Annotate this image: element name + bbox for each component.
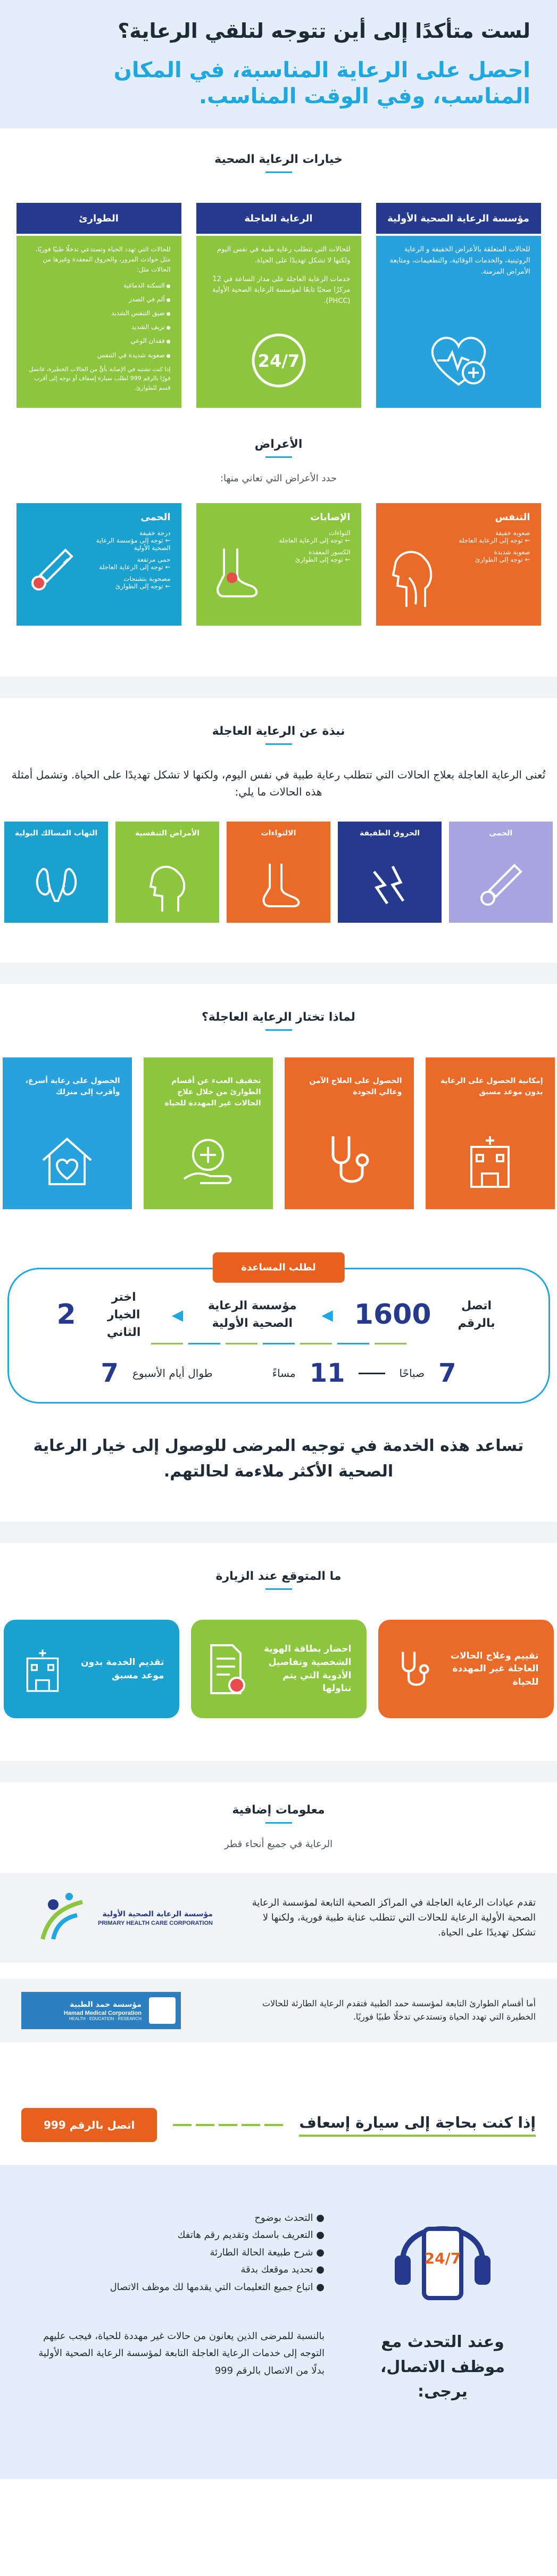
card-title: مؤسسة الرعاية الصحية الأولية [376,203,541,236]
condition-respiratory [115,822,219,923]
svg-text:24/7: 24/7 [257,351,300,372]
kidney-icon [32,861,80,911]
why-label: الحصول على رعاية أسرع، وأقرب إلى منزلك [25,1077,120,1096]
divider [9,1343,548,1344]
condition-sprains [227,822,330,923]
ambulance-title: إذا كنت بحاجة إلى سيارة إسعاف [299,2114,536,2137]
document-pills-icon [206,1643,248,1696]
symptom-level: صعوبة خفيفة [495,529,530,537]
hero-question: لست متأكدًا إلى أين تتوجه لتلقي الرعاية؟ [118,19,530,43]
symptom-direction: توجه إلى الطوارئ [115,583,163,590]
list-item: ● التحدث بوضوح [27,2210,325,2227]
building-icon [461,1131,519,1193]
ambulance-row [0,2101,557,2149]
symptom-direction: توجه إلى الرعاية العاجلة [279,537,343,544]
foot-icon [255,861,303,911]
why-title: لماذا تختار الرعاية العاجلة؟ [0,1011,557,1031]
condition-label: الحمى [489,829,513,838]
list-item: ● السكتة الدماغية [27,281,171,291]
symptoms-subtitle: حدد الأعراض التي تعاني منها: [220,473,337,484]
more-subtitle: الرعاية في جميع أنحاء قطر [224,1839,333,1850]
card-text-2: خدمات الرعاية العاجلة على مدار الساعة في 12 مركزًا صحيًا تابعًا لمؤسسة الرعاية الصحية الأولية (PHCC). [212,275,351,306]
why-label: الحصول على العلاج الآمن وعالي الجودة [309,1077,402,1096]
condition-uti [4,822,108,923]
why-no-appointment [426,1057,555,1209]
hours-to-label: مساءً [272,1367,296,1380]
choose-label: اختر الخيار الثاني [106,1290,141,1339]
phcc-text: تقدم عيادات الرعاية العاجلة في المراكز الصحية التابعة لمؤسسة الرعاية الصحية الأولية الرعاية للحالات التي تتطلب عناية طبية فورية، ولكنها لا تشكل تهديدًا على الحياة. [252,1897,536,1938]
symptom-level: الكسور المعقدة [308,548,351,556]
phone-headset-icon [381,2197,504,2314]
burn-icon [366,861,414,911]
phcc-name-en: PRIMARY HEALTH CARE CORPORATION [98,1919,213,1926]
hours-from-label: صباحًا [399,1367,425,1380]
list-item: ● فقدان الوعي [27,336,171,346]
expect-label: تقييم وعلاج الحالات العاجلة غير المهددة للحياة [450,1650,539,1687]
days-number: 7 [101,1358,119,1388]
hmc-logo [21,1992,181,2029]
expect-title: ما المتوقع عند الزيارة [0,1570,557,1590]
clock-24-icon [250,331,308,394]
stethoscope-icon [393,1645,436,1693]
symptoms-title: الأعراض [0,438,557,458]
hmc-tagline: HEALTH · EDUCATION · RESEARCH [69,2016,142,2022]
list-item: ● ضيق التنفس الشديد [27,308,171,318]
list-item: ● تحديد موقعك بدقة [27,2261,325,2278]
symptom-direction: توجه إلى الرعاية العاجلة [459,537,523,544]
heart-plus-icon [427,331,491,394]
symptom-level: حمى مرتفعة [137,556,171,563]
why-closer [3,1057,132,1209]
list-item: ● ألم في الصدر [27,294,171,305]
foot-injury-icon [208,546,261,601]
card-title: الرعاية العاجلة [196,203,361,236]
svg-text:24/7: 24/7 [424,2250,461,2267]
card-text: للحالات المتعلقة بالأعراض الخفيفة و الرعاية الروتينية، والخدمات الوقائية، والتطعيمات، ومتابعة الأمراض المزمنة. [389,245,530,276]
why-quality [285,1057,414,1209]
card-primary-care[interactable] [376,203,541,408]
symptom-level: التواءات [329,529,351,537]
condition-label: الأمراض التنفسية [135,829,200,838]
phcc-info [0,1873,557,1963]
condition-label: التهاب المسالك البولية [14,829,98,838]
symptom-title: الحمى [140,512,171,523]
why-label: تخفيف العبء عن أقسام الطوارئ من خلال علاج الحالات غير المهددة للحياة [164,1077,261,1107]
hospital-icon [19,1645,66,1693]
phcc-name: مؤسسة الرعاية الصحية الأولية [102,1910,213,1919]
final-note: بالنسبة للمرضى الذين يعانون من حالات غير مهددة للحياة، فيجب عليهم التوجه إلى خدمات الرعاية العاجلة التابعة لمؤسسة الرعاية الصحية الأولية بدلًا من الاتصال بالرقم 999 [38,2330,325,2376]
contact-steps [9,1290,548,1339]
head-icon [146,861,189,916]
arrow-icon: ◀ [171,1306,184,1324]
org-label: مؤسسة الرعاية الصحية الأولية [207,1299,297,1330]
option-number: 2 [56,1299,76,1331]
symptom-direction: توجه إلى مؤسسة الرعاية الصحية الأولية [96,537,171,552]
list-item: ● اتباع جميع التعليمات التي يقدمها لك موظف الاتصال [27,2279,325,2296]
card-text: للحالات التي تهدد الحياة وتستدعي تدخلًا طبيًا فوريًا، مثل حوادث المرور، والحروق المعقدة وغيرها من الحالات مثل: [36,245,171,274]
hmc-info [0,1979,557,2042]
card-title: الطوارئ [16,203,181,236]
list-item: ● التعريف باسمك وتقديم رقم هاتفك [27,2227,325,2244]
options-title: خيارات الرعاية الصحية [0,153,557,173]
hmc-name-en: Hamad Medical Corporation [63,2010,142,2017]
symptom-direction: توجه إلى الطوارئ [295,556,343,563]
home-heart-icon [38,1131,96,1193]
call-999-button[interactable]: اتصل بالرقم 999 [21,2108,157,2142]
expect-id-card [191,1620,367,1718]
why-relieve-er [144,1057,273,1209]
head-lungs-icon [388,546,436,612]
symptom-direction: توجه إلى الطوارئ [475,556,523,563]
hmc-text: أما أقسام الطوارئ التابعة لمؤسسة حمد الطبية فتقدم الرعاية الطارئة للحالات الخطيرة التي تهدد الحياة وتستدعي تدخلًا طبيًا فوريًا. [262,1998,536,2022]
phcc-logo [21,1889,223,1947]
condition-label: الالتواءات [261,829,296,838]
card-emergency[interactable] [16,203,181,408]
symptom-injuries[interactable]: الإصابات التواءات ← توجه إلى الرعاية العاجلة الكسور المعقدة ← توجه إلى الطوارئ [196,503,361,626]
symptom-fever[interactable]: الحمى درجة خفيفة ← توجه إلى مؤسسة الرعاية الصحية الأولية حمى مرتفعة ← توجه إلى الرعاية العاجلة مصحوبة بتشنجات ← توجه إلى الطوارئ [16,503,181,626]
symptom-breathing[interactable]: التنفس صعوبة خفيفة ← توجه إلى الرعاية العاجلة صعوبة شديدة ← توجه إلى الطوارئ [376,503,541,626]
assist-text: تساعد هذه الخدمة في توجيه المرضى للوصول إلى خيار الرعاية الصحية الأكثر ملاءمة لحالتهم. [33,1437,524,1481]
symptom-cards [0,503,557,626]
symptom-title: الإصابات [310,512,351,523]
stethoscope-icon [320,1131,378,1193]
condition-label: الحروق الطفيفة [360,829,420,838]
final-section [0,2165,557,2479]
card-urgent-care[interactable] [196,203,361,408]
hours-from: 7 [438,1358,456,1388]
expect-label: احضار بطاقة الهوية الشخصية وتفاصيل الأدوية التي يتم تناولها [264,1644,352,1694]
call-label: اتصل بالرقم [458,1299,495,1330]
urgent-title: نبذة عن الرعاية العاجلة [0,725,557,745]
more-title: معلومات إضافية [0,1803,557,1824]
list-item: ● نزيف الشديد [27,322,171,332]
list-item: ● شرح طبيعة الحالة الطارئة [27,2244,325,2261]
card-text: للحالات التي تتطلب رعاية طبية في نفس اليوم ولكنها لا تشكل تهديدًا على الحياة. [217,245,351,265]
hmc-logo-mark [149,1997,176,2024]
why-label: إمكانية الحصول على الرعاية بدون موعد مسبق [440,1077,543,1096]
list-item: ● صعوبة شديدة في التنفس [27,350,171,360]
condition-burns [338,822,442,923]
arrow-icon: ◀ [321,1306,333,1324]
hmc-name: مؤسسة حمد الطبية [70,2000,142,2009]
service-hours [9,1357,548,1389]
expect-cards [0,1620,557,1718]
thermometer-icon [28,546,76,596]
care-options [0,203,557,408]
expect-label: تقديم الخدمة بدون موعد مسبق [81,1656,164,1681]
phone-number: 1600 [354,1299,431,1331]
emergency-list [27,281,171,360]
hand-plus-icon [179,1131,237,1193]
final-heading: وعند التحدث مع موظف الاتصال، يرجى: [380,2333,505,2401]
request-help-button[interactable]: لطلب المساعدة [212,1252,344,1283]
thermometer-icon [477,861,525,911]
condition-fever [449,822,553,923]
hero [0,0,557,128]
expect-walkin [4,1620,179,1718]
symptom-level: مصحوبة بتشنجات [123,575,171,583]
why-cards [0,1057,557,1209]
symptom-level: درجة خفيفة [139,529,171,537]
phcc-logo-mark [32,1891,90,1945]
days-label: طوال أيام الأسبوع [132,1367,213,1380]
contact-box [7,1262,550,1404]
symptom-direction: توجه إلى الرعاية العاجلة [99,563,163,571]
symptom-title: التنفس [495,512,530,523]
urgent-conditions [0,822,557,923]
dashes [173,2124,283,2126]
symptom-level: صعوبة شديدة [494,548,530,556]
urgent-text: تُعنى الرعاية العاجلة بعلاج الحالات التي تتطلب رعاية طبية في نفس اليوم، ولكنها لا تشكل تهديدًا على الحياة. وتشمل أمثلة هذه الحالات ما يلي: [11,768,546,798]
card-note: إذا كنت تشتبه في الإصابة بأيٍّ من الحالات الخطيرة، فاتصل فورًا بالرقم 999 لطلب سيارة إسعاف أو توجه إلى أقرب قسم للطوارئ. [29,365,171,391]
hero-headline: احصل على الرعاية المناسبة، في المكان المناسب، وفي الوقت المناسب. [113,58,530,109]
instructions-list [27,2210,325,2296]
hours-to: 11 [309,1358,345,1388]
expect-assessment [378,1620,554,1718]
